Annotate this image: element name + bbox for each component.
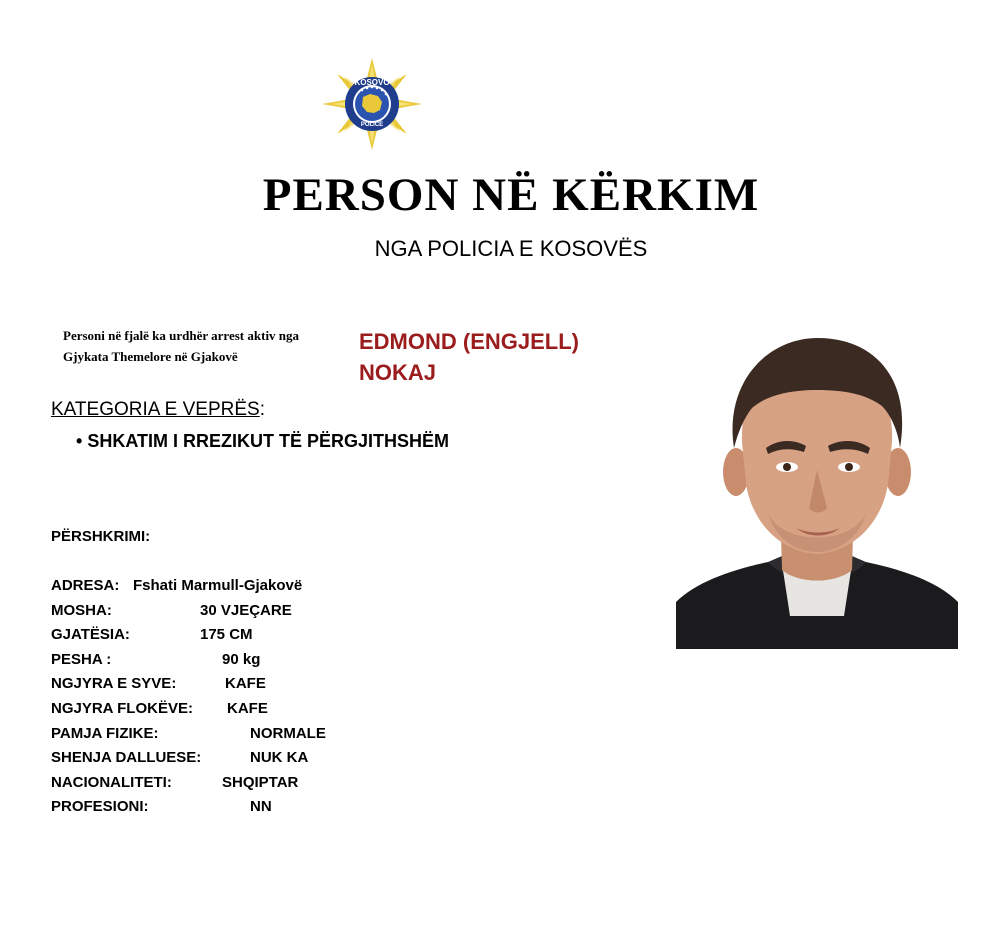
page-subtitle: NGA POLICIA E KOSOVËS: [374, 236, 648, 261]
person-name-line2: NOKAJ: [359, 360, 437, 385]
logo-ring-text-inner: POLICE: [360, 122, 384, 128]
warrant-note-line1: Personi në fjalë ka urdhër arrest aktiv nga: [63, 328, 300, 343]
kosovo-police-logo: [312, 58, 432, 150]
detail-value: 175 CM: [200, 626, 253, 644]
logo-ring-text-top: KOSOVO: [354, 78, 390, 87]
category-item: [76, 431, 449, 452]
detail-value: NORMALE: [250, 724, 326, 742]
person-name-line1: EDMOND (ENGJELL): [359, 329, 579, 354]
detail-label: SHENJA DALLUESE:: [51, 749, 202, 767]
bullet-icon: •: [76, 431, 88, 451]
detail-value: NUK KA: [250, 749, 309, 767]
detail-value: NN: [250, 798, 272, 816]
warrant-note: [63, 325, 333, 367]
person-name: [359, 326, 649, 388]
detail-value: KAFE: [227, 699, 268, 717]
detail-value: 90 kg: [222, 650, 261, 668]
page-title: PERSON NË KËRKIM: [262, 169, 760, 221]
detail-label: PESHA :: [51, 650, 112, 668]
category-heading-colon: :: [259, 399, 265, 420]
detail-label: MOSHA:: [51, 601, 112, 619]
detail-label: PAMJA FIZIKE:: [51, 724, 159, 742]
detail-label: NGJYRA E SYVE:: [51, 675, 177, 693]
detail-label: NACIONALITETI:: [51, 773, 172, 791]
detail-label: ADRESA:: [51, 577, 120, 594]
detail-value: KAFE: [225, 675, 266, 693]
detail-value: SHQIPTAR: [222, 773, 299, 791]
category-item-text: SHKATIM I RREZIKUT TË PËRGJITHSHËM: [87, 431, 449, 451]
person-photo: [676, 324, 958, 649]
police-badge-icon: [312, 58, 432, 150]
warrant-note-line2: Gjykata Themelore në Gjakovë: [63, 349, 238, 364]
detail-label: PROFESIONI:: [51, 798, 149, 816]
category-heading-text: KATEGORIA E VEPRËS: [51, 399, 260, 420]
detail-label: NGJYRA FLOKËVE:: [51, 699, 193, 717]
description-heading: PËRSHKRIMI:: [51, 528, 151, 545]
category-heading: [51, 399, 265, 421]
portrait-icon: [676, 324, 958, 649]
detail-value: 30 VJEÇARE: [200, 601, 292, 619]
detail-value: Fshati Marmull-Gjakovë: [133, 577, 303, 594]
detail-label: GJATËSIA:: [51, 626, 130, 644]
